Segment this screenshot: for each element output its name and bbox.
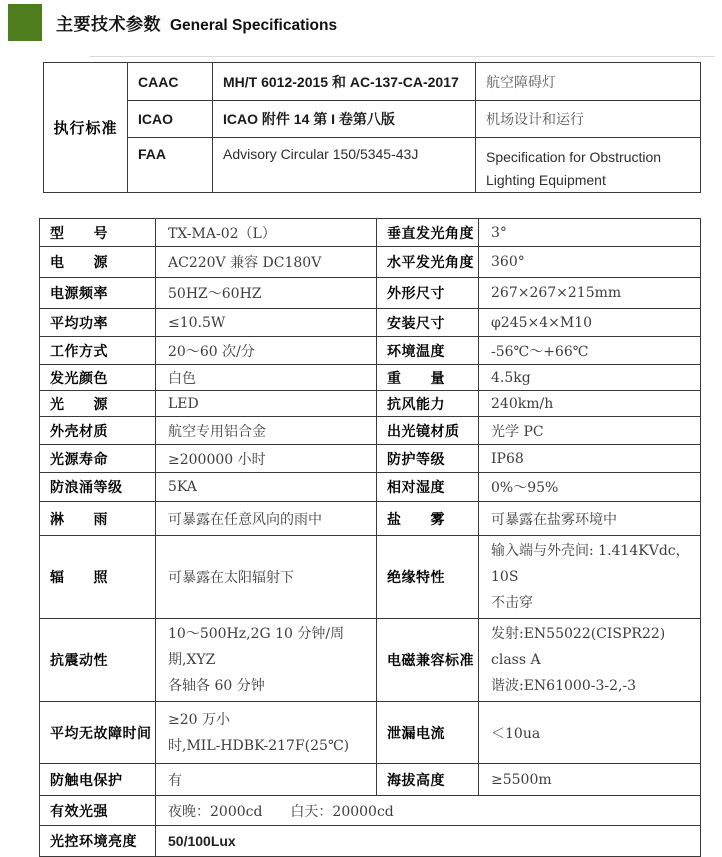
spec-value: 5KA: [156, 473, 377, 502]
spec-label: 工作方式: [40, 337, 156, 365]
spec-row-shock-protection: [40, 764, 701, 796]
page-title-zh: 主要技术参数: [56, 15, 161, 34]
spec-value: 0%～95%: [479, 473, 701, 502]
spec-value-line2: 不击穿: [491, 595, 533, 611]
standards-row-caac: [44, 63, 701, 101]
spec-row-radiation: [40, 536, 701, 619]
spec-row-photocontrol: [40, 826, 701, 857]
spec-label: 有效光强: [40, 796, 156, 826]
spec-label: 安装尺寸: [377, 309, 479, 337]
spec-label: 环境温度: [377, 337, 479, 365]
spec-label: 平均功率: [40, 309, 156, 337]
spec-row-frequency: [40, 278, 701, 309]
spec-value: ≤10.5W: [156, 309, 377, 337]
standards-scope: 机场设计和运行: [476, 101, 701, 138]
spec-label: 水平发光角度: [377, 247, 479, 278]
page-title-en: General Specifications: [170, 17, 338, 34]
spec-label: 辐 照: [40, 536, 156, 619]
spec-value: 50HZ～60HZ: [156, 278, 377, 309]
spec-value-line2: 谐波:EN61000-3-2,-3: [491, 678, 637, 694]
spec-row-surge: [40, 473, 701, 502]
spec-value: ＜10ua: [479, 702, 701, 764]
spec-label: 电 源: [40, 247, 156, 278]
spec-label: 发光颜色: [40, 365, 156, 391]
standards-standard: Advisory Circular 150/5345-43J: [213, 138, 476, 193]
spec-value: -56℃～+66℃: [479, 337, 701, 365]
spec-row-power: [40, 247, 701, 278]
spec-label: 抗风能力: [377, 391, 479, 417]
standards-org: CAAC: [128, 63, 213, 101]
section-header: [8, 4, 337, 41]
spec-value: IP68: [479, 445, 701, 473]
spec-label: 海拔高度: [377, 764, 479, 796]
title-underline: [90, 56, 715, 57]
spec-value: LED: [156, 391, 377, 417]
spec-value-line1: 10～500Hz,2G 10 分钟/周期,XYZ: [168, 626, 345, 668]
spec-value-line1: 发射:EN55022(CISPR22) class A: [491, 626, 666, 668]
standards-standard: ICAO 附件 14 第 I 卷第八版: [213, 101, 476, 138]
spec-label: 防浪涌等级: [40, 473, 156, 502]
spec-label: 重 量: [377, 365, 479, 391]
spec-value: 可暴露在太阳辐射下: [156, 536, 377, 619]
specs-table: [39, 218, 701, 857]
spec-value: 360°: [479, 247, 701, 278]
spec-value-line2: 各轴各 60 分钟: [168, 678, 265, 694]
spec-row-intensity: [40, 796, 701, 826]
spec-value: 240km/h: [479, 391, 701, 417]
spec-value: 有: [156, 764, 377, 796]
spec-label: 平均无故障时间: [40, 702, 156, 764]
spec-label: 抗震动性: [40, 619, 156, 702]
spec-label: 电磁兼容标准: [377, 619, 479, 702]
spec-label: 光 源: [40, 391, 156, 417]
spec-value: AC220V 兼容 DC180V: [156, 247, 377, 278]
spec-label: 光源寿命: [40, 445, 156, 473]
standards-table: [43, 62, 701, 193]
standards-standard: MH/T 6012-2015 和 AC-137-CA-2017: [213, 63, 476, 101]
spec-value: 夜晚：2000cd 白天：20000cd: [156, 796, 701, 826]
spec-value: φ245×4×M10: [479, 309, 701, 337]
spec-label: 出光镜材质: [377, 417, 479, 445]
spec-label: 防触电保护: [40, 764, 156, 796]
spec-value: 白色: [156, 365, 377, 391]
section-marker-icon: [8, 4, 42, 41]
spec-label: 电源频率: [40, 278, 156, 309]
spec-value: [156, 619, 377, 702]
spec-value-line2: 时,MIL-HDBK-217F(25℃): [168, 737, 350, 754]
spec-value: [479, 536, 701, 619]
spec-label: 防护等级: [377, 445, 479, 473]
spec-value: TX-MA-02（L）: [156, 219, 377, 247]
spec-value: 可暴露在盐雾环境中: [479, 502, 701, 536]
page-title: [56, 10, 337, 35]
spec-label: 淋 雨: [40, 502, 156, 536]
spec-value: 4.5kg: [479, 365, 701, 391]
spec-row-mtbf: [40, 702, 701, 764]
spec-value: 3°: [479, 219, 701, 247]
spec-label: 相对湿度: [377, 473, 479, 502]
spec-row-vibration: [40, 619, 701, 702]
spec-value: ≥200000 小时: [156, 445, 377, 473]
spec-row-color: [40, 365, 701, 391]
standards-row-icao: [44, 101, 701, 138]
spec-label: 型 号: [40, 219, 156, 247]
spec-value: 267×267×215mm: [479, 278, 701, 309]
spec-label: 外形尺寸: [377, 278, 479, 309]
spec-row-light-source: [40, 391, 701, 417]
spec-row-rain: [40, 502, 701, 536]
spec-value: [156, 702, 377, 764]
standards-scope: Specification for Obstruction Lighting Equipment: [476, 138, 701, 193]
spec-value-line1: ≥20 万小: [168, 711, 230, 728]
spec-label: 光控环境亮度: [40, 826, 156, 857]
spec-row-housing: [40, 417, 701, 445]
spec-value: 光学 PC: [479, 417, 701, 445]
spec-row-lifetime: [40, 445, 701, 473]
spec-row-avg-power: [40, 309, 701, 337]
spec-value: 可暴露在任意风向的雨中: [156, 502, 377, 536]
standards-row-faa: [44, 138, 701, 193]
standards-org: ICAO: [128, 101, 213, 138]
spec-value: ≥5500m: [479, 764, 701, 796]
standards-scope: 航空障碍灯: [476, 63, 701, 101]
spec-label: 垂直发光角度: [377, 219, 479, 247]
spec-value: 航空专用铝合金: [156, 417, 377, 445]
spec-value-line1: 输入端与外壳间: 1.414KVdc，10S: [491, 543, 690, 585]
spec-label: 绝缘特性: [377, 536, 479, 619]
spec-label: 盐 雾: [377, 502, 479, 536]
spec-label: 泄漏电流: [377, 702, 479, 764]
spec-value: 50/100Lux: [156, 826, 701, 857]
spec-row-model: [40, 219, 701, 247]
standards-org: FAA: [128, 138, 213, 193]
spec-value: 20～60 次/分: [156, 337, 377, 365]
standards-row-header: 执行标准: [44, 63, 128, 193]
spec-label: 外壳材质: [40, 417, 156, 445]
spec-value: [479, 619, 701, 702]
spec-row-work-mode: [40, 337, 701, 365]
